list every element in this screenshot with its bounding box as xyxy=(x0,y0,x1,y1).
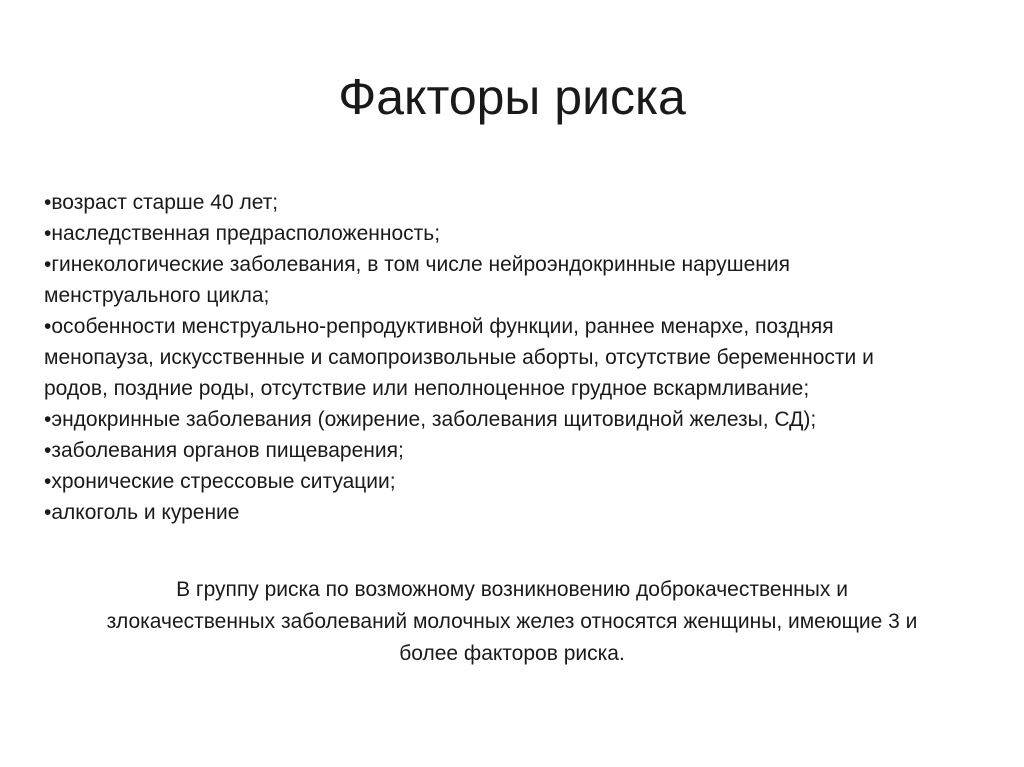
conclusion-line: злокачественных заболеваний молочных желез относятся женщины, имеющие 3 и xyxy=(106,610,918,633)
list-item xyxy=(44,187,994,218)
list-item-text: алкоголь и курение xyxy=(51,501,240,524)
list-item-text: особенности менструально-репродуктивной функции, раннее менархе, поздняя xyxy=(51,315,834,338)
bullet: • xyxy=(44,470,52,493)
conclusion-text xyxy=(40,574,984,670)
list-item xyxy=(44,404,994,435)
list-item-text: заболевания органов пищеварения; xyxy=(51,439,404,462)
list-item xyxy=(44,249,994,311)
slide-title: Факторы риска xyxy=(338,69,686,125)
list-item xyxy=(44,497,994,528)
list-item xyxy=(44,435,994,466)
bullet: • xyxy=(44,253,52,276)
risk-factors-list xyxy=(44,187,994,528)
list-item-text: эндокринные заболевания (ожирение, заболевания щитовидной железы, СД); xyxy=(51,408,817,431)
list-item-text-continued: родов, поздние роды, отсутствие или неполноценное грудное вскармливание; xyxy=(44,377,810,400)
bullet: • xyxy=(44,408,52,431)
list-item xyxy=(44,218,994,249)
bullet: • xyxy=(44,439,52,462)
list-item xyxy=(44,311,994,404)
list-item-text: хронические стрессовые ситуации; xyxy=(51,470,396,493)
list-item-text-continued: менопауза, искусственные и самопроизвольные аборты, отсутствие беременности и xyxy=(44,346,874,369)
list-item xyxy=(44,466,994,497)
conclusion-line: более факторов риска. xyxy=(399,642,625,665)
conclusion-line: В группу риска по возможному возникновению доброкачественных и xyxy=(176,578,848,601)
bullet: • xyxy=(44,315,52,338)
list-item-text-continued: менструального цикла; xyxy=(44,284,270,307)
bullet: • xyxy=(44,222,52,245)
list-item-text: возраст старше 40 лет; xyxy=(51,191,279,214)
list-item-text: гинекологические заболевания, в том числе нейроэндокринные нарушения xyxy=(51,253,790,276)
bullet: • xyxy=(44,501,52,524)
list-item-text: наследственная предрасположенность; xyxy=(51,222,441,245)
bullet: • xyxy=(44,191,52,214)
